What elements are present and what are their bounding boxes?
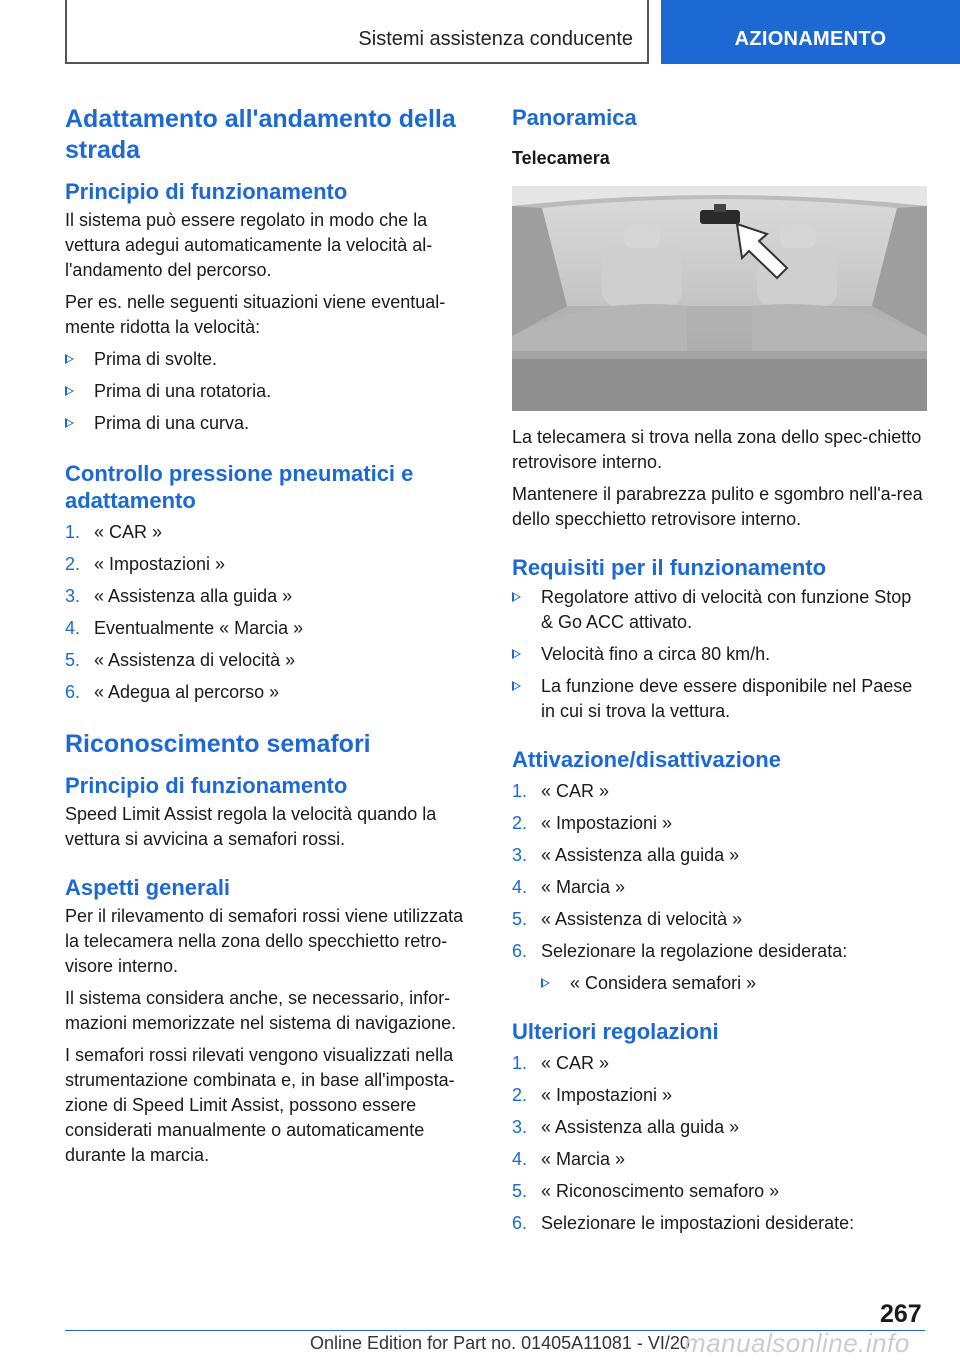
- list-item: 5. « Riconoscimento semaforo »: [512, 1181, 780, 1201]
- traffic-principle-title: Principio di funzionamento: [65, 773, 348, 798]
- list-item: Prima di svolte.: [65, 347, 480, 372]
- footer-edition: Online Edition for Part no. 01405A11081 - VI/20: [310, 1333, 690, 1353]
- list-item: 3. « Assistenza alla guida »: [512, 845, 740, 865]
- list-item: 5. « Assistenza di velocità »: [65, 650, 296, 670]
- camera-paragraph-2: Mantenere il parabrezza pulito e sgombro nell'a-rea dello specchietto retrovisore interno.: [512, 484, 923, 529]
- overview-title: Panoramica: [512, 105, 637, 130]
- triangle-bullet-icon: [512, 681, 521, 691]
- triangle-bullet-icon: [65, 418, 74, 428]
- general-paragraph-2: Il sistema considera anche, se necessario, infor-mazioni memorizzate nel sistema di navigazione.: [65, 988, 457, 1033]
- header-section-tab: [65, 0, 649, 64]
- camera-paragraph-1: La telecamera si trova nella zona dello spec-chietto retrovisore interno.: [512, 427, 922, 472]
- more-settings-title: Ulteriori regolazioni: [512, 1019, 719, 1044]
- traffic-principle-paragraph: Speed Limit Assist regola la velocità quando la vettura si avvicina a semafori rossi.: [65, 804, 437, 849]
- list-item: Regolatore attivo di velocità con funzione Stop & Go ACC attivato.: [512, 585, 927, 635]
- list-item: 2. « Impostazioni »: [512, 1085, 673, 1105]
- triangle-bullet-icon: [512, 649, 521, 659]
- activation-title: Attivazione/disattivazione: [512, 747, 781, 772]
- list-item: 1. « CAR »: [512, 781, 610, 801]
- principle-paragraph-1: Il sistema può essere regolato in modo che la vettura adegui automaticamente la velocità al-l'andamento del percorso.: [65, 210, 433, 280]
- list-item: 2. « Impostazioni »: [65, 554, 226, 574]
- triangle-bullet-icon: [65, 354, 74, 364]
- triangle-bullet-icon: [541, 978, 550, 988]
- adapt-title: Adattamento all'andamento della strada: [65, 105, 456, 164]
- situations-list: [65, 347, 480, 436]
- list-item: 6. « Adegua al percorso »: [65, 682, 280, 702]
- header-chapter-tab: [661, 0, 960, 64]
- more-settings-steps: [512, 1051, 927, 1236]
- list-item: 6. Selezionare la regolazione desiderata: « Considera semafori »: [512, 939, 927, 996]
- triangle-bullet-icon: [512, 592, 521, 602]
- right-column: [512, 100, 927, 1236]
- list-item: 1. « CAR »: [512, 1053, 610, 1073]
- general-title: Aspetti generali: [65, 875, 231, 900]
- control-steps: [65, 520, 480, 705]
- car-interior-camera-image: [512, 186, 927, 411]
- triangle-bullet-icon: [65, 386, 74, 396]
- control-title: Controllo pressione pneumatici e adattamento: [65, 461, 414, 513]
- list-item: Prima di una rotatoria.: [65, 379, 480, 404]
- list-item: 4. « Marcia »: [512, 877, 626, 897]
- header-chapter-label: AZIONAMENTO: [734, 28, 887, 50]
- header-section-label: Sistemi assistenza conducente: [358, 28, 633, 50]
- list-item: Prima di una curva.: [65, 411, 480, 436]
- list-item: 3. « Assistenza alla guida »: [65, 586, 293, 606]
- requirements-title: Requisiti per il funzionamento: [512, 555, 827, 580]
- watermark: manualsonline.info: [684, 1328, 910, 1358]
- activation-steps: [512, 779, 927, 996]
- general-paragraph-1: Per il rilevamento di semafori rossi viene utilizzata la telecamera nella zona dello specchietto retro-visore interno.: [65, 906, 464, 976]
- principle-title: Principio di funzionamento: [65, 179, 348, 204]
- activation-substeps: [541, 971, 927, 996]
- camera-title: Telecamera: [512, 148, 610, 168]
- list-item: 4. « Marcia »: [512, 1149, 626, 1169]
- list-item: 6. Selezionare le impostazioni desiderate:: [512, 1213, 855, 1233]
- principle-paragraph-2: Per es. nelle seguenti situazioni viene eventual-mente ridotta la velocità:: [65, 292, 446, 337]
- page-number: 267: [880, 1300, 922, 1328]
- list-item: « Considera semafori »: [541, 971, 927, 996]
- list-item: Velocità fino a circa 80 km/h.: [512, 642, 927, 667]
- general-paragraph-3: I semafori rossi rilevati vengono visualizzati nella strumentazione combinata e, in base all'imposta-zione di Speed Limit Assist, possono essere considerati manualmente o automaticamente durante la marcia.: [65, 1045, 455, 1165]
- list-item: 5. « Assistenza di velocità »: [512, 909, 743, 929]
- list-item: 1. « CAR »: [65, 522, 163, 542]
- requirements-list: [512, 585, 927, 724]
- left-column: [65, 100, 480, 1168]
- list-item: La funzione deve essere disponibile nel Paese in cui si trova la vettura.: [512, 674, 927, 724]
- list-item: 3. « Assistenza alla guida »: [512, 1117, 740, 1137]
- list-item: 2. « Impostazioni »: [512, 813, 673, 833]
- list-item: 4. Eventualmente « Marcia »: [65, 618, 304, 638]
- traffic-title: Riconoscimento semafori: [65, 730, 371, 758]
